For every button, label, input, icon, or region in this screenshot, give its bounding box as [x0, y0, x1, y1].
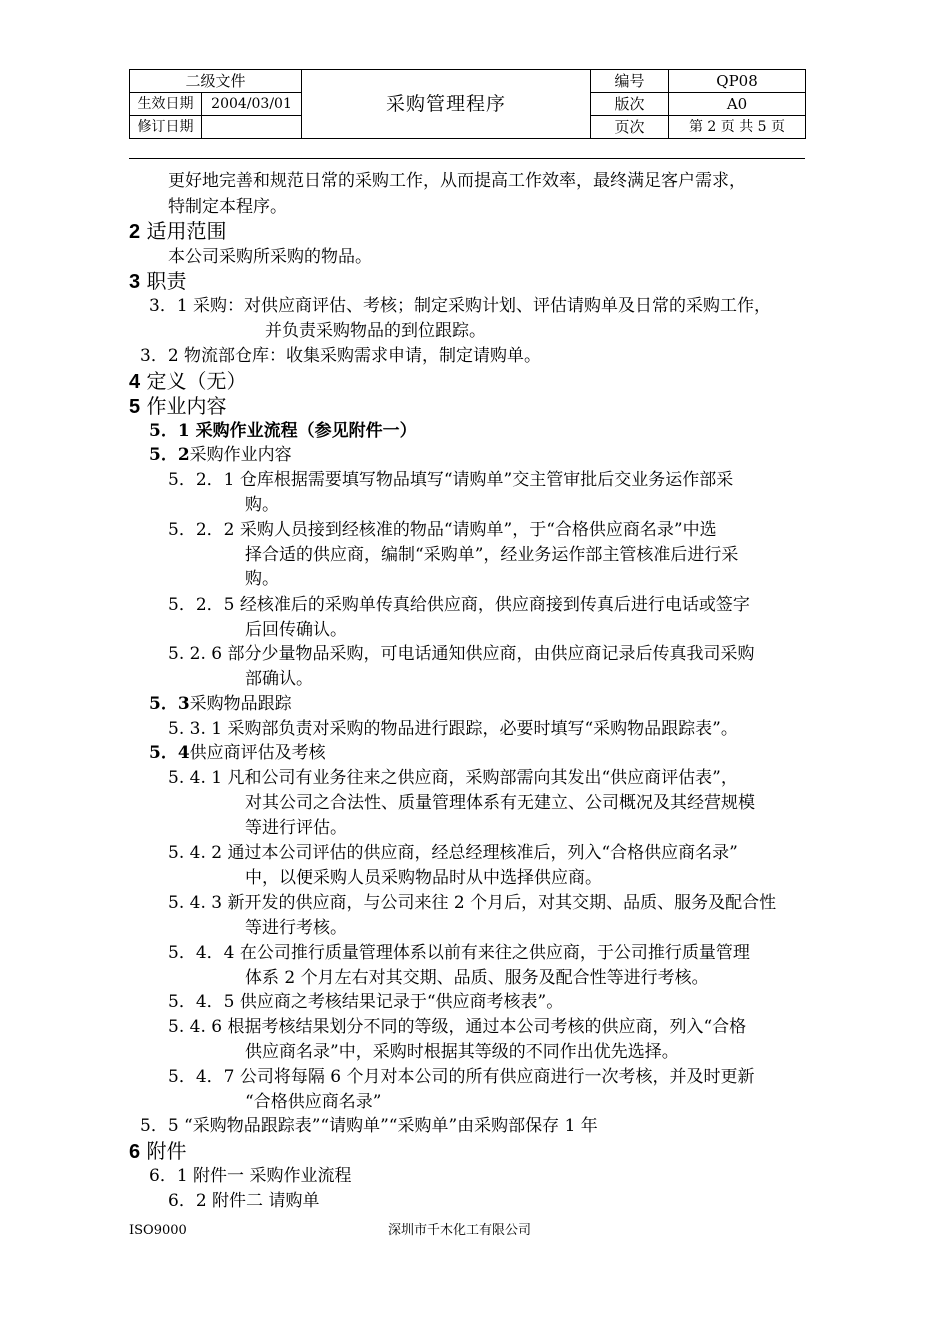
section-4-number: 4: [129, 371, 141, 393]
page-label: 页次: [591, 116, 669, 139]
section-3-1-line-1: 3．1 采购：对供应商评估、考核；制定采购计划、评估请购单及日常的采购工作，: [149, 296, 772, 316]
section-2-number: 2: [129, 221, 141, 243]
footer-standard: ISO9000: [129, 1223, 187, 1238]
section-5-4-1-line-3: 等进行评估。: [245, 818, 347, 838]
section-5-4-heading: [149, 741, 326, 765]
section-6-title: 附件: [146, 1139, 187, 1163]
section-5-2-2-line-1: 5．2．2 采购人员接到经核准的物品“请购单”，于“合格供应商名录”中选: [168, 520, 717, 540]
section-5-1: 5．1 采购作业流程（参见附件一）: [149, 421, 417, 441]
section-2-text: 本公司采购所采购的物品。: [168, 247, 372, 267]
section-3-heading: [129, 268, 186, 295]
section-5-4-1-line-2: 对其公司之合法性、质量管理体系有无建立、公司概况及其经营规模: [245, 793, 755, 813]
section-5-4-4-line-2: 体系 2 个月左右对其交期、品质、服务及配合性等进行考核。: [245, 968, 709, 988]
section-4-heading: [129, 368, 246, 395]
revision-date-label: 修订日期: [130, 116, 202, 139]
section-2-heading: [129, 218, 226, 245]
attachment-2: 6．2 附件二 请购单: [168, 1191, 320, 1211]
section-6-number: 6: [129, 1141, 141, 1163]
section-5-4-number: 5．4: [149, 743, 190, 763]
section-5-2-5-line-1: 5．2．5 经核准后的采购单传真给供应商，供应商接到传真后进行电话或签字: [168, 595, 750, 615]
section-5-4-7-line-1: 5．4．7 公司将每隔 6 个月对本公司的所有供应商进行一次考核，并及时更新: [168, 1067, 755, 1087]
header-divider: [129, 158, 805, 159]
effective-date-label: 生效日期: [130, 93, 202, 116]
section-5-2-1-line-2: 购。: [245, 495, 279, 515]
section-5-2-number: 5．2: [149, 445, 190, 465]
section-5-2-heading: [149, 443, 292, 467]
section-5-2-6-line-2: 部确认。: [245, 669, 313, 689]
section-5-3-number: 5．3: [149, 694, 190, 714]
section-3-number: 3: [129, 271, 141, 293]
section-5-2-2-line-3: 购。: [245, 569, 279, 589]
section-5-2-2-line-2: 择合适的供应商，编制“采购单”，经业务运作部主管核准后进行采: [245, 545, 739, 565]
version-value: A0: [669, 93, 806, 116]
section-5-3-heading: [149, 692, 292, 716]
section-2-title: 适用范围: [146, 219, 227, 243]
section-5-heading: [129, 393, 226, 420]
section-5-4-4-line-1: 5．4．4 在公司推行质量管理体系以前有来往之供应商，于公司推行质量管理: [168, 943, 750, 963]
section-5-4-1-line-1: 5. 4. 1 凡和公司有业务往来之供应商，采购部需向其发出“供应商评估表”，: [168, 768, 738, 788]
section-6-heading: [129, 1138, 186, 1165]
section-5-4-5: 5．4．5 供应商之考核结果记录于“供应商考核表”。: [168, 992, 564, 1012]
intro-line-1: 更好地完善和规范日常的采购工作，从而提高工作效率，最终满足客户需求，: [168, 171, 746, 191]
section-5-title: 作业内容: [146, 394, 227, 418]
section-5-5: 5．5 “采购物品跟踪表”“请购单”“采购单”由采购部保存 1 年: [140, 1116, 598, 1136]
section-5-4-6-line-1: 5. 4. 6 根据考核结果划分不同的等级，通过本公司考核的供应商，列入“合格: [168, 1017, 747, 1037]
effective-date-value: 2004/03/01: [202, 93, 302, 116]
section-5-2-5-line-2: 后回传确认。: [245, 620, 347, 640]
section-5-2-title: 采购作业内容: [189, 445, 292, 465]
section-5-4-2-line-1: 5. 4. 2 通过本公司评估的供应商，经总经理核准后，列入“合格供应商名录”: [168, 843, 738, 863]
header-table: [129, 69, 806, 139]
section-5-4-2-line-2: 中，以便采购人员采购物品时从中选择供应商。: [245, 868, 602, 888]
section-5-4-6-line-2: 供应商名录”中，采购时根据其等级的不同作出优先选择。: [245, 1042, 679, 1062]
revision-date-value: [202, 116, 302, 139]
version-label: 版次: [591, 93, 669, 116]
doc-level: 二级文件: [130, 70, 302, 93]
section-5-2-1-line-1: 5．2．1 仓库根据需要填写物品填写“请购单”交主管审批后交业务运作部采: [168, 470, 734, 490]
section-5-4-7-line-2: “合格供应商名录”: [245, 1092, 382, 1112]
section-5-3-title: 采购物品跟踪: [189, 694, 292, 714]
section-5-2-6-line-1: 5. 2. 6 部分少量物品采购，可电话通知供应商，由供应商记录后传真我司采购: [168, 644, 755, 664]
section-5-4-3-line-1: 5. 4. 3 新开发的供应商，与公司来往 2 个月后，对其交期、品质、服务及配合性: [168, 893, 777, 913]
section-5-3-1: 5. 3. 1 采购部负责对采购的物品进行跟踪，必要时填写“采购物品跟踪表”。: [168, 719, 738, 739]
code-value: QP08: [669, 70, 806, 93]
section-5-number: 5: [129, 396, 141, 418]
intro-line-2: 特制定本程序。: [168, 197, 287, 217]
section-4-title: 定义（无）: [146, 369, 247, 393]
section-3-title: 职责: [146, 269, 187, 293]
section-5-4-title: 供应商评估及考核: [189, 743, 326, 763]
footer-company: 深圳市千木化工有限公司: [388, 1223, 532, 1238]
document-title: 采购管理程序: [302, 70, 591, 139]
attachment-1: 6．1 附件一 采购作业流程: [149, 1166, 352, 1186]
section-3-1-line-2: 并负责采购物品的到位跟踪。: [265, 321, 486, 341]
page-value: 第 2 页 共 5 页: [669, 116, 806, 139]
code-label: 编号: [591, 70, 669, 93]
section-3-2: 3．2 物流部仓库：收集采购需求申请，制定请购单。: [140, 346, 542, 366]
section-5-4-3-line-2: 等进行考核。: [245, 918, 347, 938]
